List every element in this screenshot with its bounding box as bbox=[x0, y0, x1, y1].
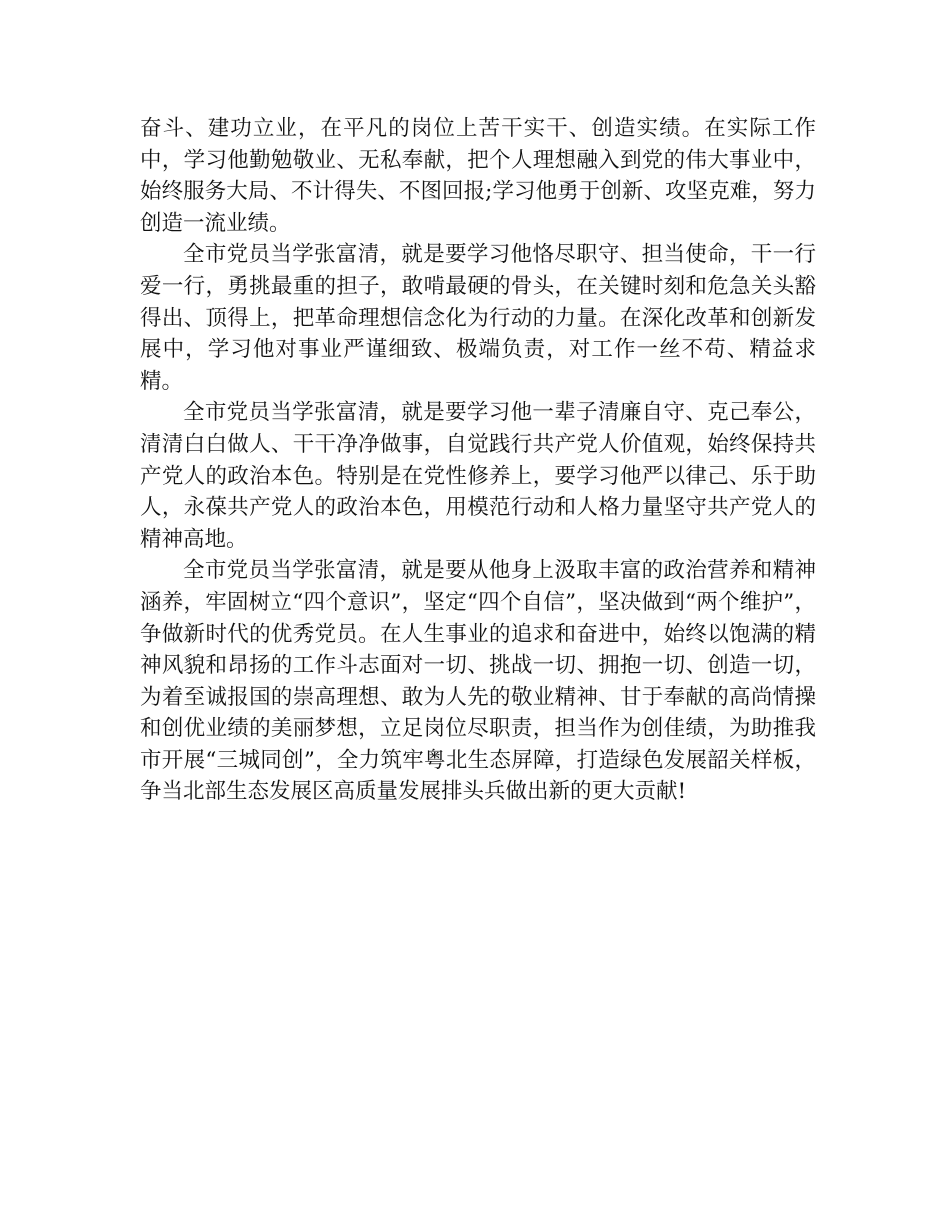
paragraph-integrity: 全市党员当学张富清，就是要学习他一辈子清廉自守、克己奉公，清清白白做人、干干净净做事，自觉践行共产党人价值观，始终保持共产党人的政治本色。特别是在党性修养上，要学习他严以律己、乐于助人，永葆共产党人的政治本色，用模范行动和人格力量坚守共产党人的精神高地。 bbox=[140, 400, 816, 552]
paragraph-continuation: 奋斗、建功立业，在平凡的岗位上苦干实干、创造实绩。在实际工作中，学习他勤勉敬业、无私奉献，把个人理想融入到党的伟大事业中，始终服务大局、不计得失、不图回报;学习他勇于创新、攻坚克难，努力创造一流业绩。 bbox=[140, 116, 816, 236]
paragraph-conclusion: 全市党员当学张富清，就是要从他身上汲取丰富的政治营养和精神涵养，牢固树立“四个意识”，坚定“四个自信”，坚决做到“两个维护”，争做新时代的优秀党员。在人生事业的追求和奋进中，始终以饱满的精神风貌和昂扬的工作斗志面对一切、挑战一切、拥抱一切、创造一切，为着至诚报国的崇高理想、敢为人先的敬业精神、甘于奉献的高尚情操和创优业绩的美丽梦想，立足岗位尽职责，担当作为创佳绩，为助推我市开展“三城同创”，全力筑牢粤北生态屏障，打造绿色发展韶关样板，争当北部生态发展区高质量发展排头兵做出新的更大贡献! bbox=[140, 558, 816, 805]
paragraph-duty: 全市党员当学张富清，就是要学习他恪尽职守、担当使命，干一行爱一行，勇挑最重的担子，敢啃最硬的骨头，在关键时刻和危急关头豁得出、顶得上，把革命理想信念化为行动的力量。在深化改革和创新发展中，学习他对事业严谨细致、极端负责，对工作一丝不苟、精益求精。 bbox=[140, 242, 816, 394]
document-page bbox=[140, 113, 816, 808]
